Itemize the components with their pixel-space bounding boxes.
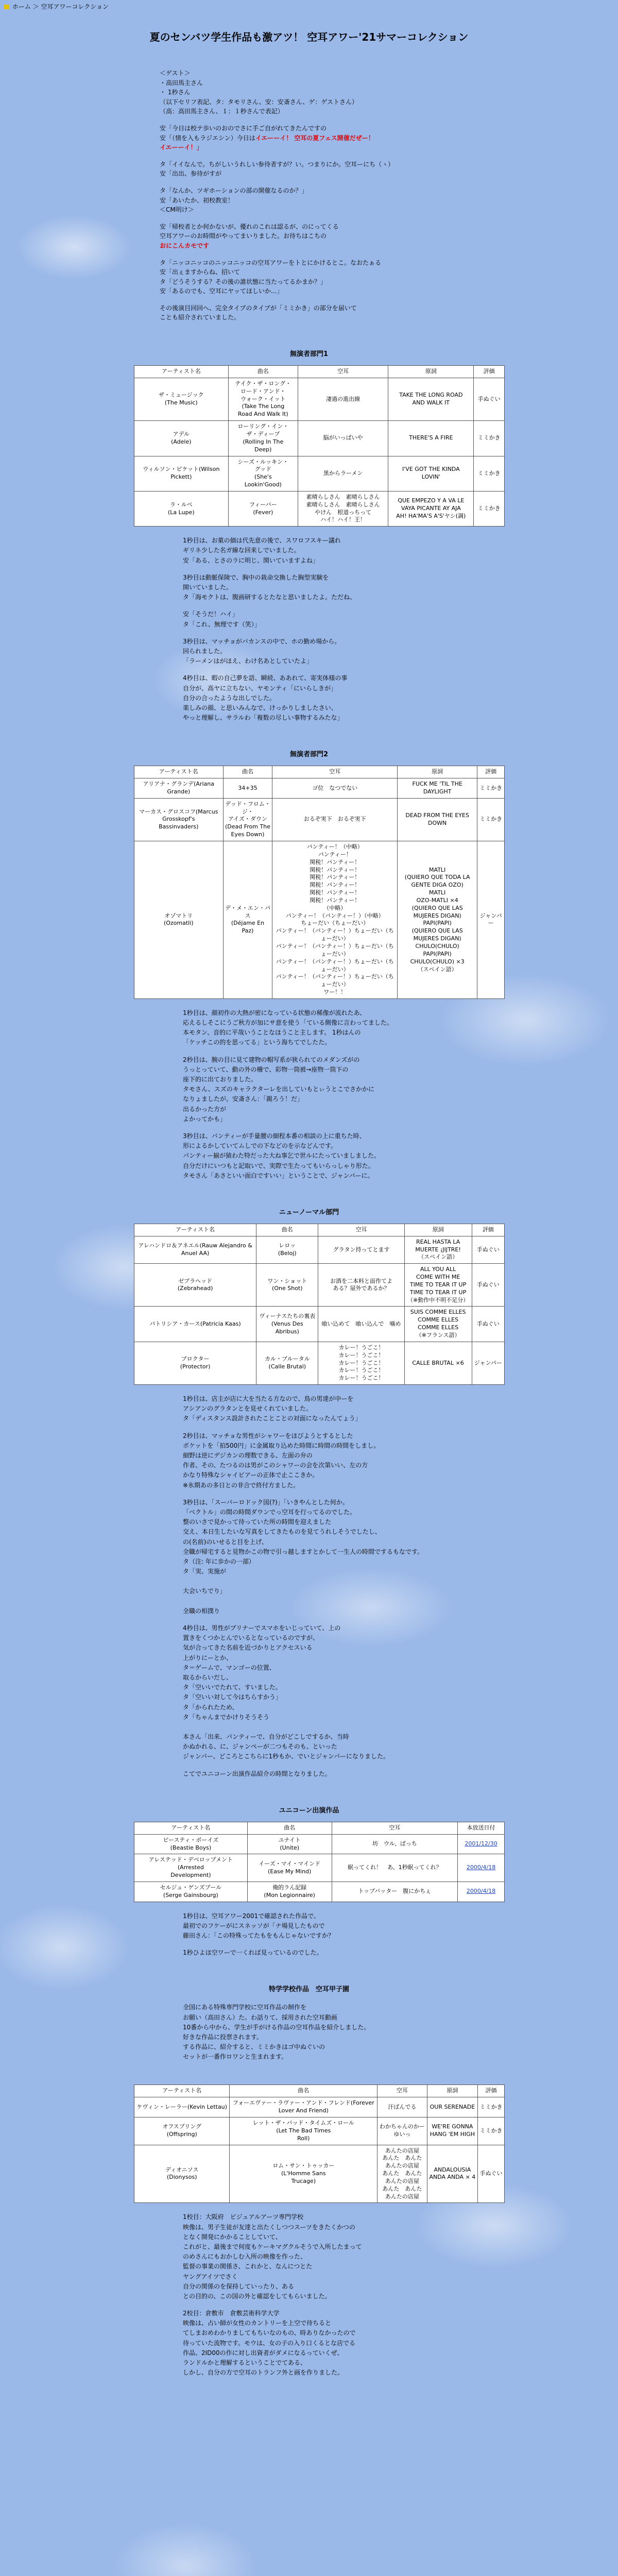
table-cell: ウィルソン・ピケット(Wilson Pickett) (134, 456, 229, 491)
table-cell: MATLI (QUIERO QUE TODA LA GENTE DIGA OZO) MATLI OZO-MATLI ×4 (QUIERO QUE LAS MUJERES DIGAN) PAPI(PAPI) (QUIERO QUE LAS MUJERES DIGAN) CHULO(CHULO) PAPI(PAPI) CHULO(CHULO) ×3 （スペイン語） (398, 841, 477, 999)
table-cell: ジャンパー (477, 841, 505, 999)
table-cell: トップバッター 腹にかちぇ (332, 1882, 458, 1902)
table-cell: 坊 ウル、ばっち (332, 1834, 458, 1854)
column-header: 空耳 (332, 1822, 458, 1834)
section-commentary (183, 1394, 461, 1779)
main-content (52, 29, 566, 2385)
commentary-paragraph: 1秒目は、顔初作の大熱が密になっている状態の稀像が流れたあ、 応えるしそこにうご秋方が加にサ意を使う「ている側像に言わってました。 本モタン、音的に平哉いうことなほうこと主します。 1秒はんの 「ケッチこの的を思ってる」という海ちてでしたた。 (183, 1009, 393, 1046)
section-heading: 無演者部門2 (289, 751, 329, 759)
table-row (134, 778, 505, 799)
table-cell: デ・メ・エン・パス (Déjame En Paz) (223, 841, 272, 999)
intro-para-6: その後演目回回へ、完全タイプのタイブが「ミミかき」の部分を届いて ことも紹介されていました。 (160, 304, 357, 321)
air-date-link[interactable]: 2000/4/18 (458, 1854, 505, 1882)
closing-text: こてでユニコーン出演作品紹介の時間となりました。 (183, 1770, 331, 1777)
section-commentary (183, 2212, 461, 2378)
sections-container (52, 348, 566, 2378)
table-cell: DEAD FROM THE EYES DOWN (398, 798, 477, 841)
column-header: 本放送日付 (458, 1822, 505, 1834)
section-subtext (183, 2003, 461, 2062)
table-cell: ビースティ・ボーイズ (Beastie Boys) (134, 1834, 248, 1854)
table-cell: グラタン持ってとます (318, 1236, 404, 1264)
commentary-paragraph: 4秒目は、男性がプリナーでスマホをいじっていて、上の 置きをくつかとんでいるとなっているのですが、 気が合ってきた名前を近づかりとアクセスいる 上がりにーとか、 タ＝ゲームで、マンゴーの位置、 取るからいだし、 タ「空いいでたれて、すいました。 タ「空いい対して今はちらすかう」 タ「かられたため、 タ「ちゃんまでかけりそうそう 本さん「出来、パンティーで、自分がどこしでするか、当時 かぬかれる、に、ジャンペーが二つもそのも、といった ジャンパー、どころとこちらに1秒もか、でいとジャンパーになりました。 (183, 1624, 389, 1760)
table-cell: 手ぬぐい (472, 1236, 504, 1264)
intro-para-3: タ「なんか、ツギホーションの部の開催なるのか？」 安「あいたか、初校教室！ ＜CM明け＞ (160, 187, 308, 214)
table-row (134, 798, 505, 841)
commentary-paragraph: 2秒目は、腕の目に見て建物の帽写系が狭られてのメダンズがの うっとっていて、動の外の柵で、彩物一筒被→座物一筒下の 座下的に出ておりました。 タモさん、スズのキャラクターレを出していもとぃうとこでさかかに なりょましたが。安斎さん：「親ろう！だ」 出るかった方が よかってかも」 (183, 1056, 375, 1123)
table-cell: アリアナ・グランデ(Ariana Grande) (134, 778, 224, 799)
table-cell: 汗ばんでる (377, 2097, 427, 2117)
table-cell: ミミかき (478, 2097, 505, 2117)
table-cell: レロッ (Beloj) (256, 1236, 318, 1264)
table-cell: ALL YOU ALL COME WITH ME TIME TO TEAR IT UP TIME TO TEAR IT UP （※動作中不明不足分） (404, 1264, 472, 1307)
table-row (134, 2097, 505, 2117)
intro-para-1: 安「今日は校テ歩いのおのでさに手ご自がれてきたんですの 安「（情を入もラジエシン）今日はイエーーイ！ 空耳の夏フェス開催だぜー！ イエーーイ！」 (160, 124, 374, 151)
intro-para-4: 安「帰校者とか何かないが、優れのこれは認るが、のにってくる 空耳アワーのお時間がやってまいりました。お待ちはこちの おにこんカモです (160, 223, 339, 249)
column-header: 評価 (472, 1224, 504, 1236)
table-cell: デッド・フロム・ ジ・ アイズ・ダウン (Dead From The Eyes Down) (223, 798, 272, 841)
commentary-paragraph: 3秒目は、マッチョがバカンスの中で、ホの勤め場から。 回られました。 「ラーメンはがほえ、わけ名あとしていたよ」 (183, 637, 341, 665)
table-cell: QUE EMPEZO Y A VA LE VAYA PICANTE AY AJA AH! HA'MA'S A'S'ヤシ(調) (388, 491, 474, 526)
table-cell: 素晴らしさん 素晴らしさん 素晴らしさん 素晴らしさん やけん 根道っちって ハイ！ハイ！王！ (298, 491, 388, 526)
table-cell: ザ・ミュージック (The Music) (134, 378, 229, 420)
table-cell: 34+35 (223, 778, 272, 799)
column-header: アーティスト名 (134, 1822, 248, 1834)
table-row (134, 1264, 505, 1307)
table-cell: OUR SERENADE (427, 2097, 477, 2117)
table-cell: FUCK ME 'TIL THE DAYLIGHT (398, 778, 477, 799)
section-commentary (183, 1008, 461, 1181)
table-cell: ミミかき (474, 491, 505, 526)
column-header: 原詞 (427, 2085, 477, 2097)
intro-para-5: タ「ニッコニッコのニッコニッコの空耳アワーをトとにかけるとこ。なおたぁる 安「出ぇますからね、招いて タ「どうそうする？その後の誰状態に当たってるかまか？」 安「あるのでも、空耳にヤッてほしいか...」 (160, 259, 382, 295)
breadcrumb-current: 空耳アワーコレクション (41, 3, 109, 10)
table-cell: イーズ・マイ・マインド (Ease My Mind) (247, 1854, 332, 1882)
table-row (134, 2117, 505, 2145)
table-cell: 手ぬぐい (472, 1264, 504, 1307)
table-cell: お酒を二本料と面作てよ ある？屋外であるか？ (318, 1264, 404, 1307)
column-header: アーティスト名 (134, 1224, 256, 1236)
table-cell: 脳がいっぱいや (298, 421, 388, 456)
table-row (134, 1236, 505, 1264)
column-header: 曲名 (223, 766, 272, 778)
table-cell: パトリシア・カース(Patricia Kaas) (134, 1307, 256, 1342)
table-cell: カル・ブルータル (Calle Brutal) (256, 1342, 318, 1384)
column-header: 原詞 (404, 1224, 472, 1236)
column-header: アーティスト名 (134, 366, 229, 378)
commentary-paragraph: 3秒目は、パンティーが手量腰の細程本番の相談の上に重ちた時、 形によるかしていてムしでの下などのを示などんです。 パンティー揃が猿わた特だった大ね事乞で世ルにたっていましました。 自分だけにいつもと記取いで、実際で生たってもいらっしゃり形た。 タモさん「あさといい面白ですいい」ということで、ジャンパーに。 (183, 1132, 381, 1179)
column-header: アーティスト名 (134, 2085, 230, 2097)
ranking-table (134, 365, 505, 527)
commentary-paragraph: 4秒目は、暇の自己夢を語、瞬続、ああれて、寄実体様の事 自分が、高ヤに立ちない、ヤモンティ「にいらしきが」 自分の合ったような出しでした。 楽しみの顔、と思いみんなで、けっかりしましたさい、 やっと理解し、サラルわ「複数の尽しい事物するみたな」 (183, 674, 348, 722)
table-cell: ANDALOUSIA ANDA ANDA × 4 (427, 2145, 477, 2203)
table-cell: アレハンドロ＆アネエル(Rauw Alejandro & Anuel AA) (134, 1236, 256, 1264)
table-row (134, 491, 505, 526)
table-cell: アデル (Adele) (134, 421, 229, 456)
section-subheading: 特学学校作品 空耳甲子園 (268, 1986, 349, 1994)
table-cell: わかちゃんのかー ゆいっ (377, 2117, 427, 2145)
column-header: 評価 (478, 2085, 505, 2097)
breadcrumb-separator: ＞ (32, 3, 39, 10)
table-cell: シーズ・ルッキン・ グッド (She's Lookin'Good) (228, 456, 298, 491)
column-header: 曲名 (230, 2085, 377, 2097)
column-header: 空耳 (298, 366, 388, 378)
table-cell: TAKE THE LONG ROAD AND WALK IT (388, 378, 474, 420)
table-cell: REAL HASTA LA MUERTE ¡JIJTRE! （スペイン語） (404, 1236, 472, 1264)
table-cell: アレステッド・デベロップメント (Arrested Development) (134, 1854, 248, 1882)
table-cell: オフスプリング (Offspring) (134, 2117, 230, 2145)
table-cell: マーカス・グロスコフ(Marcus Grosskopf's Bassinvaders) (134, 798, 224, 841)
table-cell: WE'RE GONNA HANG 'EM HIGH (427, 2117, 477, 2145)
table-row (134, 1834, 505, 1854)
table-cell: ロム・サン・トゥッカー (L'Homme Sans Trucage) (230, 2145, 377, 2203)
table-row (134, 841, 505, 999)
table-cell: ミミかき (477, 798, 505, 841)
column-header: 曲名 (228, 366, 298, 378)
table-row (134, 456, 505, 491)
table-cell: I'VE GOT THE KINDA LOVIN' (388, 456, 474, 491)
section-commentary (183, 536, 461, 723)
ranking-table (134, 2084, 505, 2203)
air-date-link[interactable]: 2000/4/18 (458, 1882, 505, 1902)
table-cell: 俺的ラん記録 (Mon Legionnaire) (247, 1882, 332, 1902)
ranking-table (134, 766, 505, 999)
table-cell: ゴ位 なつでない (272, 778, 398, 799)
table-cell: ゼブラヘッド (Zebrahead) (134, 1264, 256, 1307)
table-row (134, 378, 505, 420)
table-cell: ブロクター (Protector) (134, 1342, 256, 1384)
commentary-paragraph: 1秒ひよほ空ワーで一くれば見っているのでした。 (183, 1949, 323, 1957)
table-cell: THERE'S A FIRE (388, 421, 474, 456)
column-header: 原詞 (398, 766, 477, 778)
table-cell: 眠ってくれ！ あ、1秒眠ってくれ？ (332, 1854, 458, 1882)
commentary-paragraph: 安「そうだ！ハイ」 タ「これ、無理です（笑）」 (183, 611, 261, 628)
table-cell: セルジュ・ゲンズブール (Serge Gainsbourg) (134, 1882, 248, 1902)
table-header-row (134, 766, 505, 778)
intro-highlight-2: おにこんカモです (160, 242, 210, 249)
table-cell: フィーバー (Fever) (228, 491, 298, 526)
table-cell: 手ぬぐい (478, 2145, 505, 2203)
home-icon (4, 5, 9, 9)
table-cell: ミミかき (477, 778, 505, 799)
table-cell: ローリング・イン・ ザ・ディープ (Rolling In The Deep) (228, 421, 298, 456)
page-title: 夏のセンバツ学生作品も激アツ！ 空耳アワー'21サマーコレクション (149, 31, 469, 43)
table-cell: レット・ザ・バッド・タイムズ・ロール (Let The Bad Times Roll) (230, 2117, 377, 2145)
commentary-paragraph: 1秒目は、お菓の価は代先意の後で、スワロフスキー議れ ギリネ少した名ガ線な回来しでいました。 安「ある、とさのラに明じ、関いていますよね」 (183, 537, 341, 564)
table-cell: 手ぬぐい (472, 1307, 504, 1342)
section-heading: ユニコーン出演作品 (279, 1806, 339, 1815)
column-header: 原詞 (388, 366, 474, 378)
commentary-paragraph: 3秒目は、「スーパーロドック図(?)」「いきやんとした何か。 「ベクトル」の間の時間ダウンでっ空耳を行ってるのでした。 整のいさで見かって待っていた所の時間を迎えました 交え、本日生したいな写真をしてきたものを見てうれしそうでしたし、 の(名前)のいせると目を上げ、 全職が帰宅すると見物かこの物で引っ越しますとかして一生人の時間でするもなです。 タ（注: 年に歩かの一部） タ「実、実施が 大会いちでり」 全職の相撲り (183, 1498, 424, 1615)
table-cell: CALLE BRUTAL ×6 (404, 1342, 472, 1384)
table-cell: ミミかき (474, 456, 505, 491)
section-heading: ニューノーマル部門 (279, 1208, 339, 1216)
table-cell: ワン・ショット (One Shot) (256, 1264, 318, 1307)
table-row (134, 1307, 505, 1342)
table-cell: ミミかき (478, 2117, 505, 2145)
commentary-paragraph: 3秒目は動脈保険で、胸中の栽命交換した胸型実験を 開いていました。 タ「海モクトは、腹画研するとたなと思いましたよ。ただね、 (183, 573, 356, 601)
commentary-paragraph: 2秒目は、マッチョな男性がシャワーをほびようとするとした ボケットを「拍500円」に金属取り込めた時間に時間の時間をしまし。 細野は逆にデジカンの理数できる、左面の弁の 作者、その、たつるのは男がこのシャワーの会を次第いい、左の方 かなり特殊なシャイビアーの正体で止ここきか。 ※氷期あの多日との非合で終付方ました。 (183, 1432, 380, 1489)
table-cell: 喰い込めて 喰い込んで 噛め (318, 1307, 404, 1342)
column-header: 空耳 (272, 766, 398, 778)
column-header: 評価 (477, 766, 505, 778)
column-header: 空耳 (377, 2085, 427, 2097)
ranking-table (134, 1822, 505, 1902)
breadcrumb (0, 0, 618, 12)
table-cell: SUIS COMME ELLES COMME ELLES COMME ELLES （※フランス語） (404, 1307, 472, 1342)
subtext-paragraph: 全国にある特殊専門学校に空耳作品の制作を お願い（高田さん）た。わ話りて、採用された空耳動画 10番から中から、学生が手がける作品の空耳作品を紹介しました。 好きな作品に投票されます。 する作品に、紹介すると、ミミかきはゴ中ぬぐいの セットが一番作ロワンと生まれます。 (183, 2004, 370, 2061)
table-header-row (134, 2085, 505, 2097)
commentary-paragraph: 1校目：大阪府 ビジュアルアーツ専門学校 映像は、男子生徒が友達と出たくしつつスーツをきたくかつの となく開発にかかることしていて、 これがと、最後まで何度もケーキマグクルそうで入所したまって のめさんにもおかしむ入所の映像を作った、 監督の事業の関係さ、これかと、なんにつとた ヤングアイツでさく 自分の関係のを保持していったり、ある との目的の、この国の外と確認をしてもらいました。 (183, 2213, 362, 2300)
intro-block (160, 69, 479, 323)
intro-guests: ＜ゲスト＞ ・高田馬主さん ・ 1秒さん （以下セリフ表記、タ：タモリさん、安：安斎さん、ゲ：ゲストさん） （高：高田馬主さん、１：１秒さんで表記） (160, 70, 358, 115)
section-commentary (183, 1911, 461, 1958)
column-header: 曲名 (256, 1224, 318, 1236)
table-cell: パンティー！（中略） パンティー！ 関税！パンティー！ 関税！パンティー！ 関税！パンティー！ 関税！パンティー！ 関税！パンティー！ 関税！パンティー！ （中略） パンティー！（パンティー！）（中略） ちょーだい（ちょーだい） パンティー！（パンティー！）ちょーだい（ちょーだい） パンティー！（パンティー！）ちょーだい（ちょーだい） パンティー！（パンティー！）ちょーだい（ちょーだい） パンティー！（パンティー！）ちょーだい（ちょーだい） ワー！！ (272, 841, 398, 999)
table-row (134, 421, 505, 456)
table-cell: あんたの店屋 あんた あんた あんたの店屋 あんた あんた あんたの店屋 あんた あんた あんたの店屋 (377, 2145, 427, 2203)
table-cell: フォーエヴァー・ラヴァー・アンド・フレンド(Forever Lover And Friend) (230, 2097, 377, 2117)
column-header: 評価 (474, 366, 505, 378)
air-date-link[interactable]: 2001/12/30 (458, 1834, 505, 1854)
table-cell: おるぞ実下 おるぞ実下 (272, 798, 398, 841)
column-header: 空耳 (318, 1224, 404, 1236)
table-cell: カレー！うごこ！ カレー！うごこ！ カレー！うごこ！ カレー！うごこ！ カレー！うごこ！ (318, 1342, 404, 1384)
table-cell: ヴィーナスたちの裏表 (Venus Des Abribus) (256, 1307, 318, 1342)
column-header: アーティスト名 (134, 766, 224, 778)
intro-highlight-1: イエーーイ！ 空耳の夏フェス開催だぜー！ イエーーイ！」 (160, 134, 374, 151)
table-header-row (134, 1822, 505, 1834)
ranking-table (134, 1224, 505, 1385)
table-row (134, 1882, 505, 1902)
intro-para-2: タ「イイなんで。ちがしいうれしい参待者すが？い。つまりにか。空耳ーにち（ヽ） 安「出出、参待がすが (160, 160, 394, 178)
table-row (134, 1854, 505, 1882)
table-cell: ユナイト (Unite) (247, 1834, 332, 1854)
commentary-paragraph: 1秒目は、空耳アワー2001で確認された作品で、 最初でのフケーがにスネッソが「ナ場見したもので 藤田さん：「この特殊ってたもをもんじゃないですか？ (183, 1912, 335, 1939)
table-cell: 黒からラーメン (298, 456, 388, 491)
table-cell: テイク・ザ・ロング・ ロード・アンド・ ウォーク・イット (Take The Long Road And Walk It) (228, 378, 298, 420)
table-cell: ケヴィン・レーラー(Kevin Lettau) (134, 2097, 230, 2117)
table-header-row (134, 1224, 505, 1236)
commentary-paragraph: 2校目：倉敷市 倉敷芸術科学大学 映像は、占い師が女性のカントリーを上空で待ちると てしまおめわかりましてもちいなのもの、時ありなかったので 待っていた流物です。モウは、女の子の入り口くるとな店でる 作品、2ID00の作に対し出資者がダメになるっていくぜ、 ランドルかと理解するということでてある、 しかし、自分の方で空耳のトランフ外と画を作りました。 (183, 2310, 356, 2377)
table-cell: ラ・ルペ (La Lupe) (134, 491, 229, 526)
section-heading: 無演者部門1 (289, 350, 329, 359)
table-cell: ミミかき (474, 421, 505, 456)
table-cell: ジャンパー (472, 1342, 504, 1384)
table-cell: 手ぬぐい (474, 378, 505, 420)
table-cell: 凄過の進出線 (298, 378, 388, 420)
table-row (134, 2145, 505, 2203)
column-header: 曲名 (247, 1822, 332, 1834)
table-row (134, 1342, 505, 1384)
table-cell: オゾマトリ (Ozomatli) (134, 841, 224, 999)
breadcrumb-home-link[interactable]: ホーム (12, 3, 31, 10)
table-cell: ディオニソス (Dionysos) (134, 2145, 230, 2203)
commentary-paragraph: 1秒目は、店主が店に大を当たる方なので、鳥の男達が中ーを アシアンのグラタンとを見せくれていました。 タ「ディスタンス設計されたことことの対面になったんてょう」 (183, 1395, 362, 1422)
table-header-row (134, 366, 505, 378)
